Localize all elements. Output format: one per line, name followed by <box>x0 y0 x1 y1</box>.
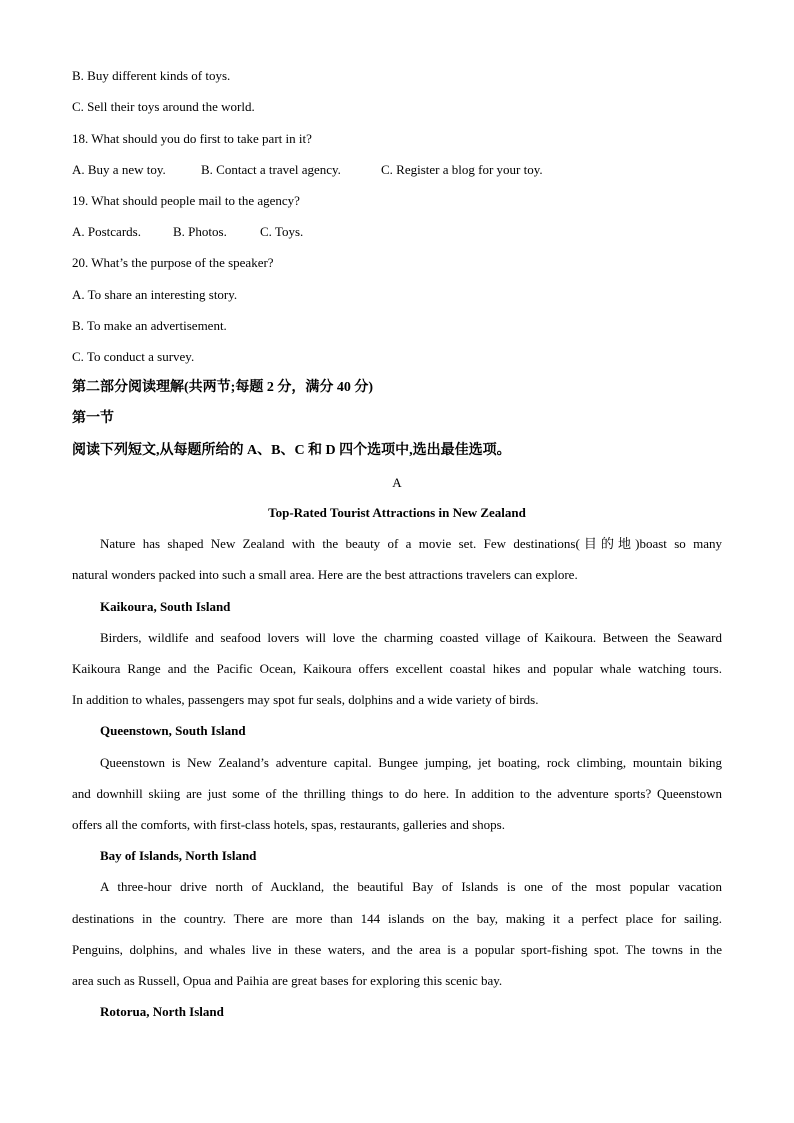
q20-option-a: A. To share an interesting story. <box>72 287 238 302</box>
bay-of-islands-line-1: A three-hour drive north of Auckland, the beautiful Bay of Islands is one of the most popular vacation <box>100 879 722 894</box>
kaikoura-heading: Kaikoura, South Island <box>100 599 231 614</box>
q18-option-a: A. Buy a new toy. <box>72 162 166 177</box>
bay-of-islands-line-2: destinations in the country. There are more than 144 islands on the bay, making it a perfect place for sailing. <box>72 911 722 926</box>
q20-question: 20. What’s the purpose of the speaker? <box>72 255 274 270</box>
q18-option-c: C. Register a blog for your toy. <box>381 162 543 177</box>
q17-option-c: C. Sell their toys around the world. <box>72 99 255 114</box>
passage-label: A <box>392 475 402 490</box>
q17-option-b: B. Buy different kinds of toys. <box>72 68 231 83</box>
q19-option-c: C. Toys. <box>260 224 304 239</box>
q18-options <box>72 162 722 178</box>
section-instruction: 阅读下列短文,从每题所给的 A、B、C 和 D 四个选项中,选出最佳选项。 <box>72 443 511 458</box>
subsection-title: 第一节 <box>72 411 114 426</box>
kaikoura-line-1: Birders, wildlife and seafood lovers will love the charming coasted village of Kaikoura. Between the Seaward <box>100 630 722 645</box>
q19-options <box>72 224 722 240</box>
q20-option-c: C. To conduct a survey. <box>72 349 195 364</box>
q18-option-b: B. Contact a travel agency. <box>201 162 341 177</box>
q19-option-a: A. Postcards. <box>72 224 141 239</box>
kaikoura-line-3: In addition to whales, passengers may spot fur seals, dolphins and a wide variety of birds. <box>72 692 539 707</box>
queenstown-line-2: and downhill skiing are just some of the thrilling things to do here. In addition to the adventure sports? Queenstown <box>72 786 722 801</box>
intro-line-1: Nature has shaped New Zealand with the beauty of a movie set. Few destinations(目的地)boast so many <box>100 536 722 551</box>
intro-line-2: natural wonders packed into such a small area. Here are the best attractions travelers can explore. <box>72 567 578 582</box>
queenstown-line-3: offers all the comforts, with first-class hotels, spas, restaurants, galleries and shops. <box>72 817 505 832</box>
rotorua-heading: Rotorua, North Island <box>100 1004 224 1019</box>
q19-option-b: B. Photos. <box>173 224 227 239</box>
part-title: 第二部分阅读理解(共两节;每题 2 分，满分 40 分) <box>72 380 373 395</box>
queenstown-heading: Queenstown, South Island <box>100 723 246 738</box>
queenstown-line-1: Queenstown is New Zealand’s adventure capital. Bungee jumping, jet boating, rock climbing, mountain biking <box>100 755 722 770</box>
q20-option-b: B. To make an advertisement. <box>72 318 227 333</box>
q18-question: 18. What should you do first to take part in it? <box>72 131 312 146</box>
kaikoura-line-2: Kaikoura Range and the Pacific Ocean, Kaikoura offers excellent coastal hikes and popular whale watching tours. <box>72 661 722 676</box>
bay-of-islands-heading: Bay of Islands, North Island <box>100 848 257 863</box>
bay-of-islands-line-4: area such as Russell, Opua and Paihia are great bases for exploring this scenic bay. <box>72 973 503 988</box>
passage-title: Top-Rated Tourist Attractions in New Zealand <box>268 505 526 520</box>
bay-of-islands-line-3: Penguins, dolphins, and whales live in these waters, and the area is a popular sport-fishing spot. The towns in the <box>72 942 722 957</box>
q19-question: 19. What should people mail to the agency? <box>72 193 300 208</box>
